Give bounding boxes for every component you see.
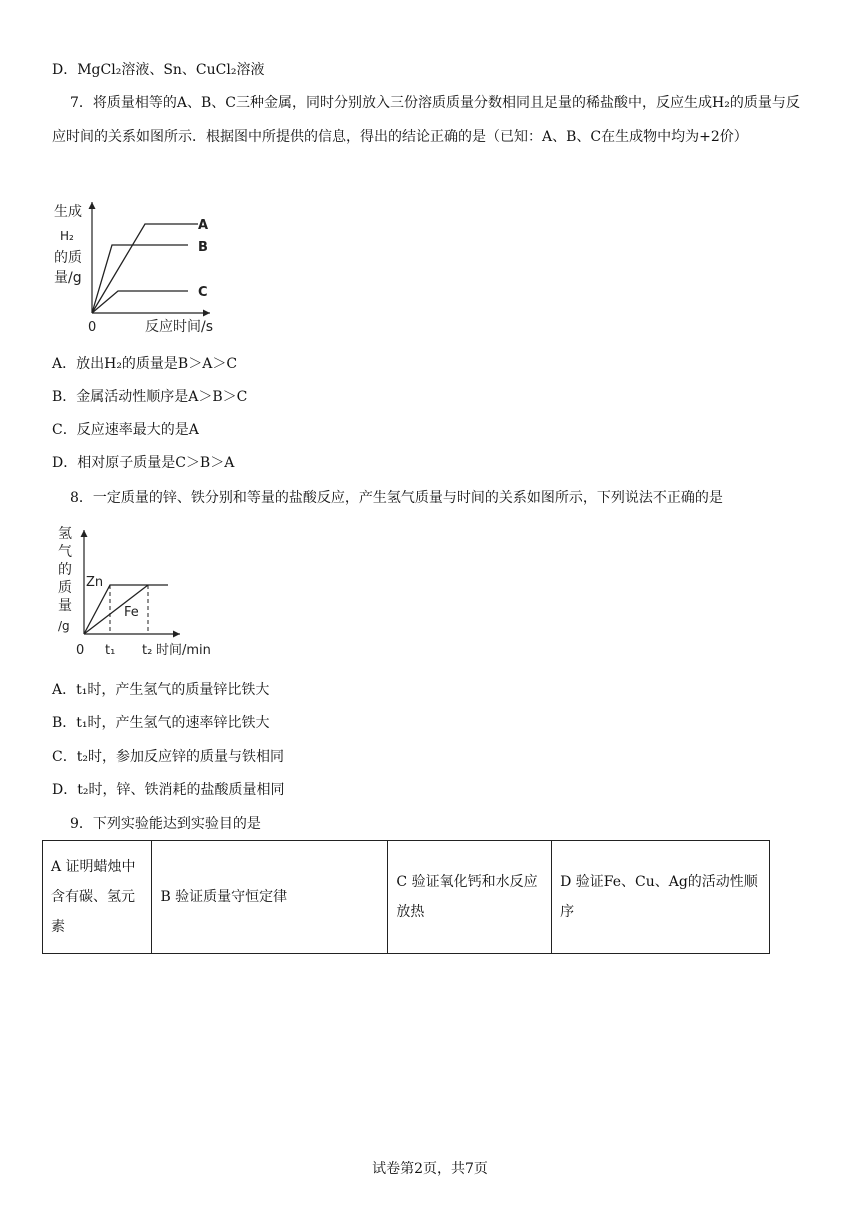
q9-cell-a: A 证明蜡烛中含有碳、氢元素 — [43, 841, 152, 954]
q8-ylabel-3: 的 — [58, 562, 72, 578]
q8-ylabel-2: 气 — [58, 544, 72, 560]
q8-label-zn: Zn — [86, 575, 104, 590]
q7-ylabel-1: 生成 — [54, 204, 82, 220]
q8-t1: t₁ — [105, 643, 116, 658]
q8-option-a: A．t₁时，产生氢气的质量锌比铁大 — [52, 682, 270, 698]
q8-stem: 8．一定质量的锌、铁分别和等量的盐酸反应，产生氢气质量与时间的关系如图所示，下列说法不正确的是 — [70, 490, 723, 506]
q9-options-table — [42, 840, 770, 954]
q7-figure — [50, 200, 230, 340]
q7-option-a: A．放出H₂的质量是B＞A＞C — [52, 356, 238, 372]
q7-option-c: C．反应速率最大的是A — [52, 422, 199, 438]
q8-option-b: B．t₁时，产生氢气的速率锌比铁大 — [52, 715, 270, 731]
q9-stem: 9．下列实验能达到实验目的是 — [70, 816, 261, 832]
q7-line-c — [92, 291, 188, 313]
q8-ylabel-1: 氢 — [58, 526, 72, 542]
q9-cell-c: C 验证氧化钙和水反应放热 — [388, 841, 552, 954]
q8-figure — [50, 522, 230, 662]
q9-cell-b: B 验证质量守恒定律 — [152, 841, 388, 954]
q8-ylabel-6: /g — [58, 619, 70, 633]
q8-label-fe: Fe — [124, 605, 139, 620]
q8-ylabel-5: 量 — [58, 598, 72, 614]
q8-ylabel-4: 质 — [58, 580, 72, 596]
q7-option-d: D．相对原子质量是C＞B＞A — [52, 455, 235, 471]
q8-xlabel: 时间/min — [156, 643, 211, 658]
q7-label-a: A — [198, 218, 209, 233]
q7-ylabel-4: 量/g — [54, 270, 82, 286]
q8-option-c: C．t₂时，参加反应锌的质量与铁相同 — [52, 749, 284, 765]
prev-option-d: D．MgCl₂溶液、Sn、CuCl₂溶液 — [52, 62, 265, 78]
q9-cell-d: D 验证Fe、Cu、Ag的活动性顺序 — [552, 841, 770, 954]
q7-line-b — [92, 245, 188, 313]
q8-origin: 0 — [76, 643, 85, 658]
q7-label-c: C — [198, 285, 208, 300]
q8-option-d: D．t₂时，锌、铁消耗的盐酸质量相同 — [52, 782, 285, 798]
q8-t2: t₂ — [142, 643, 153, 658]
q7-xlabel: 反应时间/s — [145, 319, 214, 335]
q7-ylabel-2: H₂ — [60, 229, 74, 243]
q7-label-b: B — [198, 240, 208, 255]
q7-ylabel-3: 的质 — [54, 250, 82, 266]
q7-stem: 7．将质量相等的A、B、C三种金属，同时分别放入三份溶质质量分数相同且足量的稀盐酸中，反应生成H₂的质量与反应时间的关系如图所示．根据图中所提供的信息，得出的结论正确的是（已知：A、B、C在生成物中均为+2价） — [52, 95, 800, 145]
q7-option-b: B．金属活动性顺序是A＞B＞C — [52, 389, 248, 405]
page-footer: 试卷第2页，共7页 — [372, 1161, 488, 1177]
q7-origin: 0 — [88, 320, 97, 335]
